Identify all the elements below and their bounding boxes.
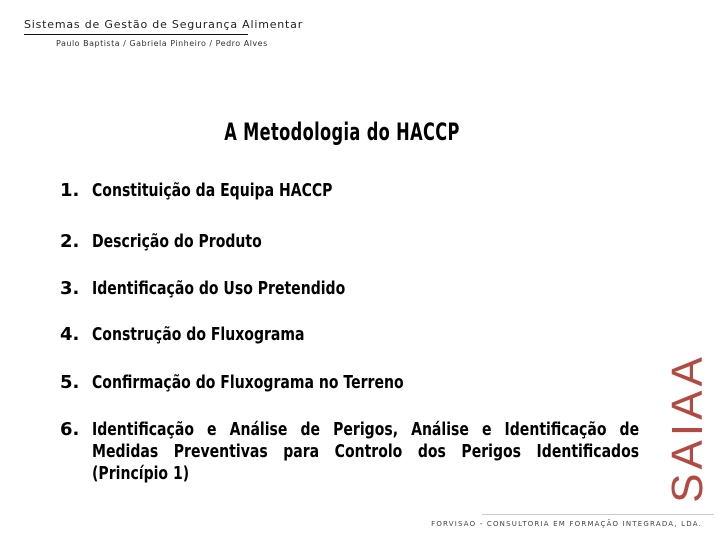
item-number: 4.: [60, 324, 80, 345]
footer-text: FORVISAO - CONSULTORIA EM FORMAÇÃO INTEGRADA, LDA.: [431, 520, 702, 528]
item-text: [92, 324, 640, 346]
header-authors: Paulo Baptista / Gabriela Pinheiro / Pedro Alves: [56, 39, 268, 48]
list-item: [60, 324, 640, 346]
item-text: [92, 180, 640, 202]
item-text-content: Identificação e Análise de Perigos, Análise e Identificação de Medidas Preventivas para Controlo dos Perigos Identificados (Princípio 1): [92, 419, 640, 484]
item-text-content: Descrição do Produto: [92, 231, 262, 252]
item-text: [92, 278, 640, 300]
list-item: [60, 372, 640, 394]
list-item: [60, 419, 640, 485]
item-text-content: Confirmação do Fluxograma no Terreno: [92, 372, 404, 393]
item-number: 5.: [60, 372, 80, 393]
item-number: 6.: [60, 419, 80, 440]
item-text-content: Identificação do Uso Pretendido: [92, 278, 346, 299]
item-text: [92, 419, 640, 485]
list-item: [60, 180, 640, 202]
list-item: [60, 231, 640, 253]
saiaa-logo: [662, 348, 714, 508]
header-title: Sistemas de Gestão de Segurança Alimentar: [24, 18, 304, 31]
footer-divider: [482, 514, 714, 515]
header-divider: [24, 34, 248, 35]
item-text: [92, 372, 640, 394]
item-number: 2.: [60, 231, 80, 252]
list-item: [60, 278, 640, 300]
item-text: [92, 231, 640, 253]
item-number: 3.: [60, 278, 80, 299]
logo-text: SAIAA: [663, 353, 712, 503]
item-text-content: Construção do Fluxograma: [92, 324, 305, 345]
item-number: 1.: [60, 180, 80, 201]
item-text-content: Constituição da Equipa HACCP: [92, 180, 333, 201]
slide-title: A Metodologia do HACCP: [224, 118, 460, 146]
